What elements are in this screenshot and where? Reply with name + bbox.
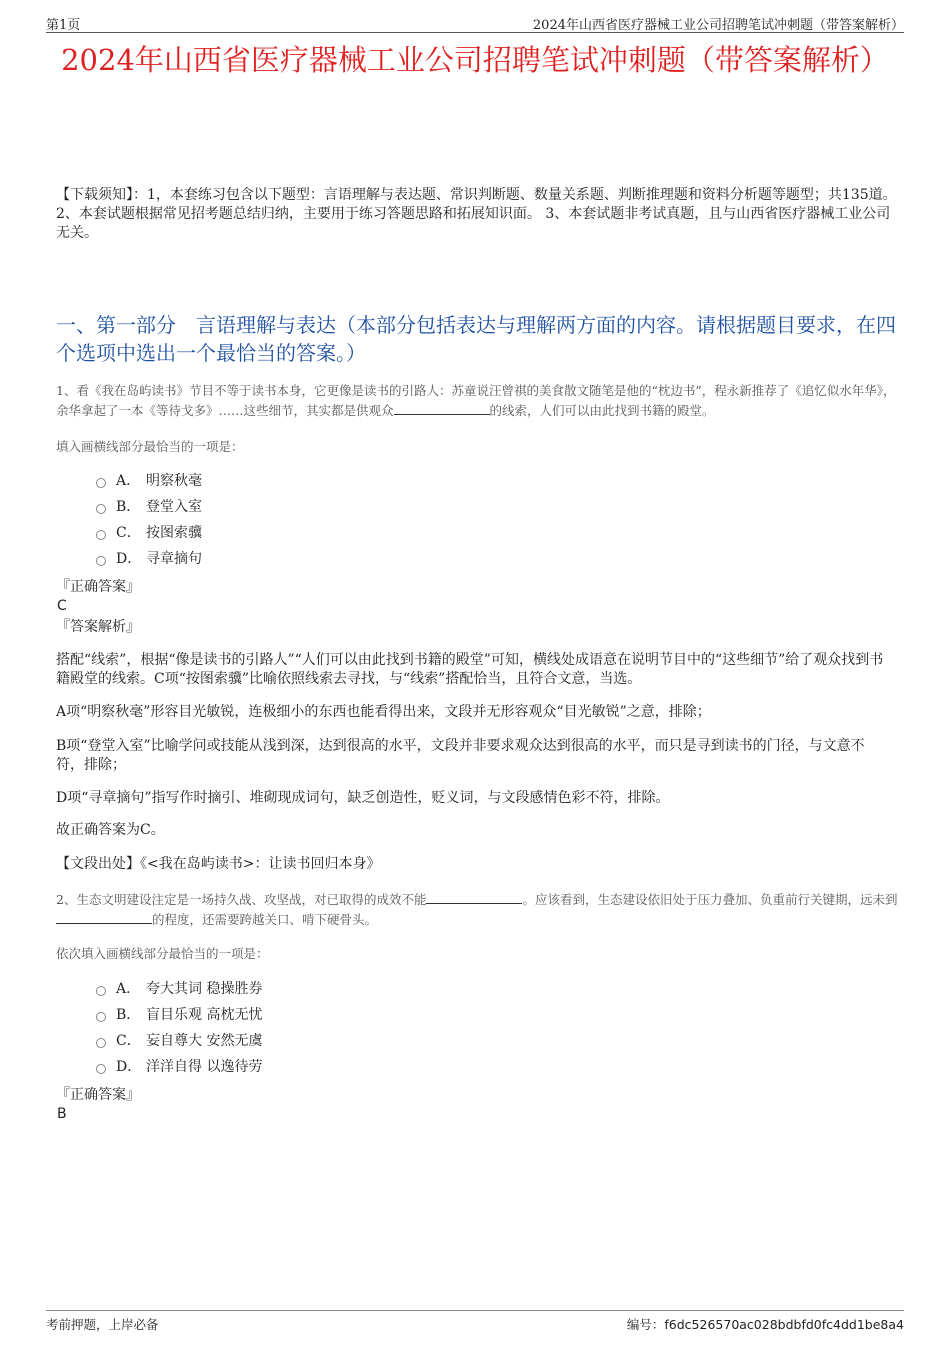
document-code: 编号：f6dc526570ac028bdbfd0fc4dd1be8a4 — [626, 1317, 904, 1332]
option-b[interactable]: B． 登堂入室 — [96, 493, 202, 519]
answer-value: B — [57, 1106, 67, 1122]
radio-icon[interactable] — [96, 530, 106, 540]
radio-icon[interactable] — [96, 1038, 106, 1048]
radio-icon[interactable] — [96, 1012, 106, 1022]
question-2-stem: 2、生态文明建设注定是一场持久战、攻坚战，对已取得的成效不能 。应该看到，生态建设依旧处于压力叠加、负重前行关键期，远未到的程度，还需要跨越关口、啃下硬骨头。 — [56, 892, 898, 927]
header-doc-title: 2024年山西省医疗器械工业公司招聘笔试冲刺题（带答案解析） — [532, 18, 904, 33]
radio-icon[interactable] — [96, 478, 106, 488]
question-2-prompt: 依次填入画横线部分最恰当的一项是： — [56, 946, 269, 961]
question-2-options — [96, 975, 262, 1079]
blank-line — [426, 891, 522, 904]
radio-icon[interactable] — [96, 504, 106, 514]
question-1-stem: 1、看《我在岛屿读书》节目不等于读书本身，它更像是读书的引路人：苏童说汪曾祺的美食散文随笔是他的“枕边书”，程永新推荐了《追忆似水年华》，余华拿起了一本《等待戈多》……这些细节，其实都是供观众 的线索，人们可以由此找到书籍的殿堂。 — [56, 383, 896, 418]
answer-label: 『正确答案』 — [56, 579, 140, 595]
option-a[interactable]: A． 明察秋毫 — [96, 467, 202, 493]
page-footer — [46, 1310, 904, 1332]
question-1-prompt: 填入画横线部分最恰当的一项是： — [56, 439, 244, 454]
radio-icon[interactable] — [96, 986, 106, 996]
option-d[interactable]: D． 洋洋自得 以逸待劳 — [96, 1053, 262, 1079]
source-citation: 【文段出处】《<我在岛屿读书>：让读书回归本身》 — [56, 856, 381, 872]
blank-line — [56, 911, 152, 924]
option-a[interactable]: A． 夸大其词 稳操胜券 — [96, 975, 262, 1001]
answer-label: 『正确答案』 — [56, 1087, 140, 1103]
option-b[interactable]: B． 盲目乐观 高枕无忧 — [96, 1001, 262, 1027]
blank-line — [394, 402, 490, 415]
analysis-paragraph: A项“明察秋毫”形容目光敏锐，连极细小的东西也能看得出来，文段并无形容观众“目光敏锐”之意，排除； — [56, 704, 711, 720]
radio-icon[interactable] — [96, 1064, 106, 1074]
option-c[interactable]: C． 妄自尊大 安然无虞 — [96, 1027, 262, 1053]
question-1-options — [96, 467, 202, 571]
footer-slogan: 考前押题，上岸必备 — [46, 1317, 159, 1332]
section-title: 一、第一部分 言语理解与表达（本部分包括表达与理解两方面的内容。请根据题目要求，在四个选项中选出一个最恰当的答案。） — [56, 313, 896, 365]
analysis-paragraph: 搭配“线索”，根据“像是读书的引路人”“人们可以由此找到书籍的殿堂”可知，横线处成语意在说明节目中的“这些细节”给了观众找到书籍殿堂的线索。C项“按图索骥”比喻依照线索去寻找，与“线索”搭配恰当，且符合文意，当选。 — [56, 652, 884, 687]
analysis-paragraph: B项“登堂入室”比喻学问或技能从浅到深，达到很高的水平，文段并非要求观众达到很高的水平，而只是寻到读书的门径，与文意不符，排除； — [56, 738, 865, 773]
analysis-conclusion: 故正确答案为C。 — [56, 822, 165, 838]
page-header — [46, 14, 904, 33]
analysis-paragraph: D项“寻章摘句”指写作时摘引、堆砌现成词句，缺乏创造性，贬义词，与文段感情色彩不符，排除。 — [56, 790, 670, 806]
page-number: 第1页 — [46, 18, 81, 33]
option-c[interactable]: C． 按图索骥 — [96, 519, 202, 545]
analysis-label: 『答案解析』 — [56, 619, 140, 635]
option-d[interactable]: D． 寻章摘句 — [96, 545, 202, 571]
radio-icon[interactable] — [96, 556, 106, 566]
document-title: 2024年山西省医疗器械工业公司招聘笔试冲刺题（带答案解析） — [61, 43, 889, 77]
download-notice: 【下载须知】：1，本套练习包含以下题型：言语理解与表达题、常识判断题、数量关系题、判断推理题和资料分析题等题型；共135道。 2、本套试题根据常见招考题总结归纳，主要用于练习答题思路和拓展知识面。 3、本套试题非考试真题，且与山西省医疗器械工业公司无关。 — [56, 187, 897, 241]
answer-value: C — [57, 598, 67, 614]
